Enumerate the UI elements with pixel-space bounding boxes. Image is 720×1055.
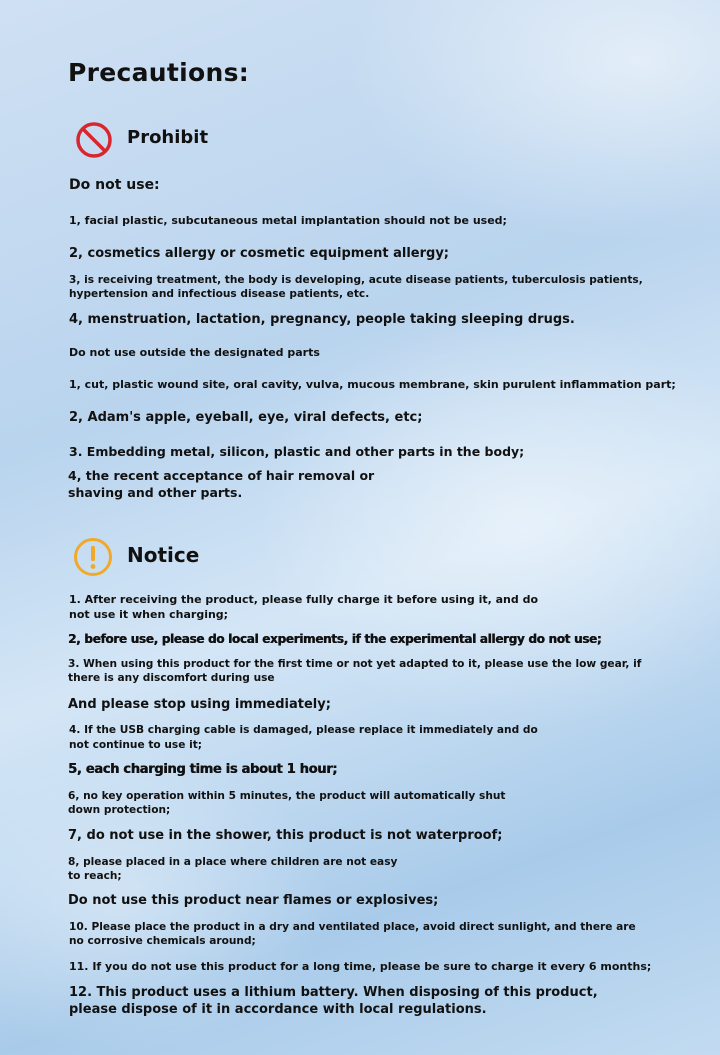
parts-item-3: 3. Embedding metal, silicon, plastic and other parts in the body;: [69, 444, 525, 459]
outside-parts-label: Do not use outside the designated parts: [69, 346, 320, 359]
do-not-use-label: Do not use:: [69, 177, 160, 193]
notice-item-2: 2, before use, please do local experiments, if the experimental allergy do not use;: [68, 632, 602, 646]
prohibit-item-2: 2, cosmetics allergy or cosmetic equipment allergy;: [69, 246, 450, 261]
parts-item-4: 4, the recent acceptance of hair removal or shaving and other parts.: [68, 468, 375, 500]
notice-item-10: 10. Please place the product in a dry and ventilated place, avoid direct sunlight, and there are no corrosive chemicals around;: [69, 921, 636, 947]
notice-item-flames: Do not use this product near flames or explosives;: [68, 893, 439, 908]
prohibit-item-4: 4, menstruation, lactation, pregnancy, people taking sleeping drugs.: [69, 312, 575, 327]
parts-item-1: 1, cut, plastic wound site, oral cavity, vulva, mucous membrane, skin purulent inflammation part;: [69, 378, 676, 391]
warning-icon: [73, 537, 113, 577]
notice-item-6: 6, no key operation within 5 minutes, the product will automatically shut down protection;: [68, 790, 506, 816]
notice-item-4: 4. If the USB charging cable is damaged, please replace it immediately and do not continue to use it;: [69, 724, 538, 751]
prohibit-item-1: 1, facial plastic, subcutaneous metal implantation should not be used;: [69, 214, 507, 227]
parts-item-2: 2, Adam's apple, eyeball, eye, viral defects, etc;: [69, 410, 423, 425]
prohibit-item-3: 3, is receiving treatment, the body is developing, acute disease patients, tuberculosis patients, hypertension and infectious disease patients, etc.: [69, 274, 643, 300]
notice-heading: Notice: [127, 543, 200, 567]
notice-item-3: 3. When using this product for the first time or not yet adapted to it, please use the low gear, if there is any discomfort during use: [68, 658, 642, 684]
notice-item-1: 1. After receiving the product, please fully charge it before using it, and do not use it when charging;: [69, 593, 539, 621]
page-title: Precautions:: [68, 58, 250, 87]
prohibit-heading: Prohibit: [127, 127, 209, 148]
notice-item-7: 7, do not use in the shower, this product is not waterproof;: [68, 828, 503, 843]
notice-item-5: 5, each charging time is about 1 hour;: [68, 762, 338, 777]
notice-item-stop: And please stop using immediately;: [68, 697, 331, 712]
notice-item-12: 12. This product uses a lithium battery. When disposing of this product, please dispose of it in accordance with local regulations.: [69, 985, 598, 1017]
no-entry-icon: [75, 121, 113, 159]
notice-item-8: 8, please placed in a place where children are not easy to reach;: [68, 856, 398, 882]
notice-item-11: 11. If you do not use this product for a long time, please be sure to charge it every 6 months;: [69, 960, 652, 973]
